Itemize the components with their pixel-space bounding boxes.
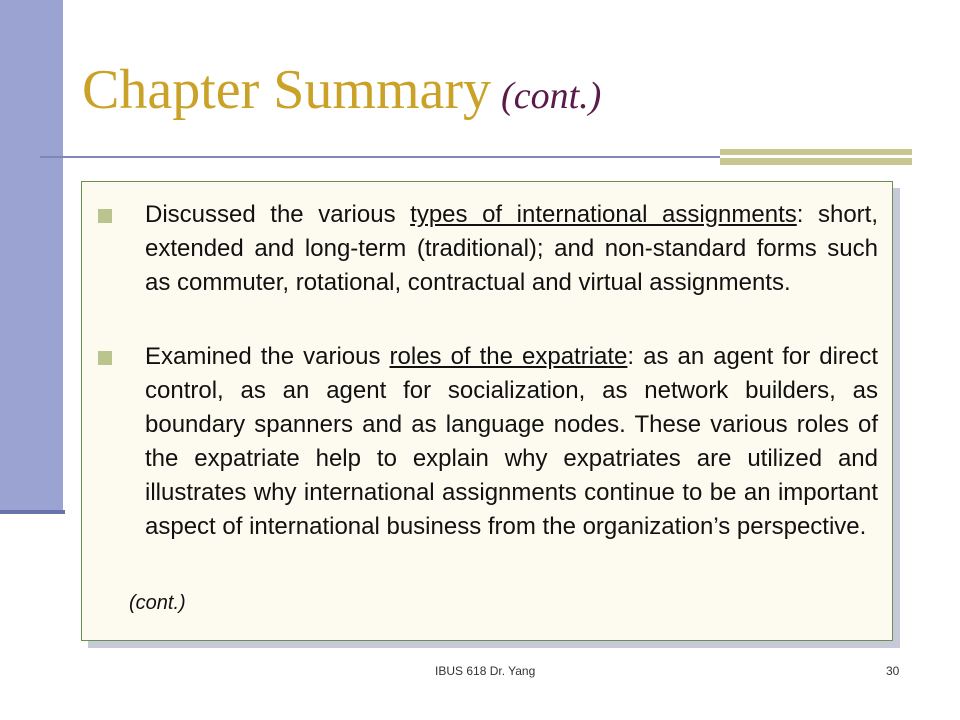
bullet-item [98,198,878,300]
bullet-text [145,340,878,544]
left-bar-shadow [0,510,65,514]
content-box [81,181,893,641]
page-number: 30 [886,664,900,678]
slide-title [82,58,601,122]
bullet-item [98,340,878,544]
bullet-text-underlined: types of international assignments [410,201,797,228]
bullet-text-lead: Examined the various [145,343,390,370]
square-bullet-icon [98,209,112,223]
continued-note: (cont.) [129,592,186,614]
slide-title-main: Chapter Summary [82,59,492,121]
bullet-text-underlined: roles of the expatriate [389,343,628,370]
bullet-text-rest: : as an agent for direct control, as an agent for socialization, as network builders, as boundary spanners and as language nodes. These various roles of the expatriate help to explain why expatriates are utilized and illustrates why international assignments continue to be an important aspect of international business from the organization’s perspective. [145,343,878,540]
footer-course: IBUS 618 Dr. Yang [435,664,536,678]
bullet-text-lead: Discussed the various [145,201,411,228]
slide-title-suffix: (cont.) [501,75,602,117]
bullet-text [145,198,878,300]
bullet-text-rest: : short, extended and long-term (traditional); and non-standard forms such as commuter, rotational, contractual and virtual assignments. [145,201,878,296]
left-decorative-bar [0,0,63,512]
square-bullet-icon [98,351,112,365]
title-divider-accent [720,149,912,165]
